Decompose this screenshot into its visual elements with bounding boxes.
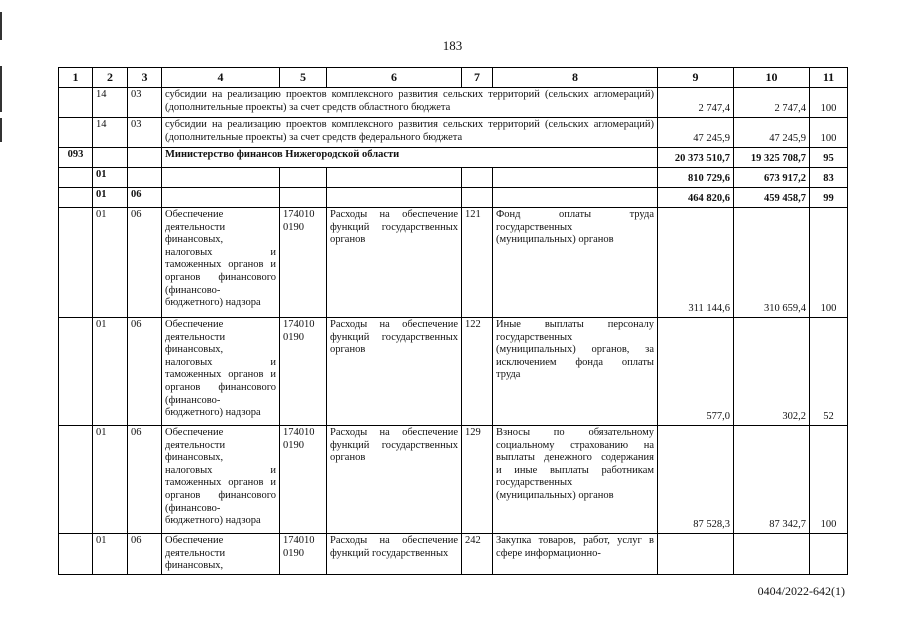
program-description-line: Обеспечение [165, 209, 224, 220]
column-header: 9 [658, 68, 734, 88]
cell-col1 [59, 318, 93, 426]
expense-row [59, 534, 848, 575]
expense-type-description-line: Закупка товаров, работ, услуг в [496, 535, 654, 546]
planned-amount: 464 820,6 [658, 188, 734, 208]
cell-col8 [493, 188, 658, 208]
cell-col5 [280, 168, 327, 188]
execution-percent: 99 [810, 188, 848, 208]
target-article-code-line: 0190 [283, 547, 304, 559]
expense-type-code: 122 [462, 318, 493, 426]
planned-amount: 20 373 510,7 [658, 148, 734, 168]
expense-description-line: Расходы на обеспечение [330, 535, 458, 546]
column-header: 2 [93, 68, 128, 88]
expense-description-line: органов [330, 452, 366, 464]
program-description-line: деятельности [165, 439, 226, 451]
expense-description [327, 534, 462, 575]
execution-percent: 100 [810, 426, 848, 534]
program-description [162, 534, 280, 575]
expense-description-line: органов [330, 234, 366, 246]
execution-percent: 100 [810, 208, 848, 318]
target-article-code-line: 0190 [283, 331, 304, 343]
executed-amount: 2 747,4 [734, 88, 810, 118]
program-description-line: органов финансового [165, 271, 276, 283]
program-description-line: таможенных органов и [165, 477, 276, 489]
expense-type-description-line: Иные выплаты персоналу [496, 319, 654, 330]
expense-type-description-line: (муниципальных) органов [496, 234, 614, 246]
target-article-code-line: 0190 [283, 221, 304, 233]
subsection-code: 06 [128, 318, 162, 426]
column-header: 3 [128, 68, 162, 88]
program-description-line: бюджетного) надзора [165, 515, 261, 527]
expense-type-description-line: выплаты денежного содержания [496, 452, 654, 464]
cell-col1 [59, 426, 93, 534]
expense-description [327, 426, 462, 534]
program-description-line: Обеспечение [165, 427, 224, 438]
subsection-row [59, 188, 848, 208]
section-code: 14 [93, 118, 128, 148]
program-description-line: деятельности [165, 547, 226, 559]
target-article-code [280, 534, 327, 575]
execution-percent: 100 [810, 88, 848, 118]
expense-type-description-line: государственных [496, 331, 573, 343]
expense-description [327, 208, 462, 318]
execution-percent: 100 [810, 118, 848, 148]
target-article-code-line: 174010 [283, 427, 315, 438]
cell-col4 [162, 168, 280, 188]
expense-type-description-line: (муниципальных) органов, за [496, 344, 654, 356]
cell-col7 [462, 188, 493, 208]
target-article-code-line: 174010 [283, 535, 315, 546]
expense-type-description-line: исключением фонда оплаты [496, 356, 654, 368]
expense-type-description-line: сфере информационно- [496, 547, 601, 559]
expense-type-description [493, 318, 658, 426]
executed-amount: 19 325 708,7 [734, 148, 810, 168]
ministry-code: 093 [59, 148, 93, 168]
program-description-line: таможенных органов и [165, 259, 276, 271]
column-header: 10 [734, 68, 810, 88]
expense-type-description [493, 534, 658, 575]
cell-col2 [93, 148, 128, 168]
subsection-code: 06 [128, 208, 162, 318]
cell-col5 [280, 188, 327, 208]
target-article-code-line: 174010 [283, 209, 315, 220]
scan-edge-mark [0, 66, 2, 112]
subsection-code: 03 [128, 118, 162, 148]
column-header: 7 [462, 68, 493, 88]
planned-amount: 2 747,4 [658, 88, 734, 118]
expense-description-line: функций государственных [330, 331, 458, 343]
cell-col1 [59, 534, 93, 575]
expense-type-description-line: государственных [496, 477, 573, 489]
target-article-code [280, 208, 327, 318]
subsection-code [128, 168, 162, 188]
expense-type-description-line: и иные выплаты работникам [496, 464, 654, 476]
cell-col1 [59, 168, 93, 188]
column-header: 8 [493, 68, 658, 88]
subsection-code: 06 [128, 426, 162, 534]
execution-percent: 83 [810, 168, 848, 188]
section-row [59, 168, 848, 188]
executed-amount: 459 458,7 [734, 188, 810, 208]
executed-amount [734, 534, 810, 575]
expense-description-line: функций государственных [330, 221, 458, 233]
planned-amount: 47 245,9 [658, 118, 734, 148]
program-description-line: финансовых, [165, 452, 224, 464]
expense-description-line: Расходы на обеспечение [330, 427, 458, 438]
program-description-line: (финансово- [165, 284, 221, 296]
target-article-code [280, 426, 327, 534]
execution-percent [810, 534, 848, 575]
program-description-line: бюджетного) надзора [165, 407, 261, 419]
expense-type-description [493, 426, 658, 534]
executed-amount: 673 917,2 [734, 168, 810, 188]
subsection-code: 06 [128, 534, 162, 575]
section-code: 01 [93, 188, 128, 208]
expense-type-description-line: Фонд оплаты труда [496, 209, 654, 220]
section-code: 01 [93, 318, 128, 426]
table-row [59, 118, 848, 148]
program-description-line: финансовых, [165, 234, 224, 246]
column-header: 4 [162, 68, 280, 88]
program-description-line: деятельности [165, 331, 226, 343]
budget-table [58, 67, 848, 575]
expense-description-line: Расходы на обеспечение [330, 319, 458, 330]
expense-type-description-line: социальному страхованию на [496, 439, 654, 451]
program-description-line: бюджетного) надзора [165, 297, 261, 309]
program-description-line: деятельности [165, 221, 226, 233]
expense-type-description-line: труда [496, 369, 521, 381]
program-description-line: Обеспечение [165, 535, 224, 546]
expense-type-description [493, 208, 658, 318]
cell-col1 [59, 188, 93, 208]
section-code: 14 [93, 88, 128, 118]
document-code: 0404/2022-642(1) [757, 584, 845, 598]
planned-amount: 577,0 [658, 318, 734, 426]
scan-edge-mark [0, 118, 2, 142]
cell-col4 [162, 188, 280, 208]
execution-percent: 95 [810, 148, 848, 168]
planned-amount: 87 528,3 [658, 426, 734, 534]
expense-row [59, 426, 848, 534]
cell-col1 [59, 118, 93, 148]
expense-row [59, 318, 848, 426]
execution-percent: 52 [810, 318, 848, 426]
expense-description-line: органов [330, 344, 366, 356]
expense-row [59, 208, 848, 318]
cell-col1 [59, 88, 93, 118]
expense-type-code: 121 [462, 208, 493, 318]
cell-col7 [462, 168, 493, 188]
expense-description-line: функций государственных [330, 439, 458, 451]
target-article-code [280, 318, 327, 426]
header-row [59, 68, 848, 88]
expense-type-description-line: государственных [496, 221, 573, 233]
program-description [162, 208, 280, 318]
expense-description [327, 318, 462, 426]
program-description-line: таможенных органов и [165, 369, 276, 381]
budget-table-body [59, 68, 848, 575]
planned-amount: 810 729,6 [658, 168, 734, 188]
ministry-name: Министерство финансов Нижегородской области [162, 148, 658, 168]
expense-type-code: 242 [462, 534, 493, 575]
target-article-code-line: 0190 [283, 439, 304, 451]
target-article-code-line: 174010 [283, 319, 315, 330]
table-row [59, 88, 848, 118]
expense-description-line: функций государственных [330, 547, 449, 559]
subsection-code: 03 [128, 88, 162, 118]
scan-edge-mark [0, 12, 2, 40]
planned-amount [658, 534, 734, 575]
program-description-line: Обеспечение [165, 319, 224, 330]
program-description [162, 318, 280, 426]
program-description-line: (финансово- [165, 502, 221, 514]
column-header: 6 [327, 68, 462, 88]
section-code: 01 [93, 426, 128, 534]
column-header: 1 [59, 68, 93, 88]
subsection-code: 06 [128, 188, 162, 208]
program-description-line: налоговых и [165, 464, 276, 476]
executed-amount: 47 245,9 [734, 118, 810, 148]
program-description-line: финансовых, [165, 560, 224, 572]
expense-type-description-line: (муниципальных) органов [496, 489, 614, 501]
program-description-line: финансовых, [165, 344, 224, 356]
program-description-line: (финансово- [165, 394, 221, 406]
executed-amount: 302,2 [734, 318, 810, 426]
section-code: 01 [93, 534, 128, 575]
expense-type-code: 129 [462, 426, 493, 534]
expense-type-description-line: Взносы по обязательному [496, 427, 654, 438]
program-description-line: органов финансового [165, 381, 276, 393]
expense-description-line: Расходы на обеспечение [330, 209, 458, 220]
program-description [162, 426, 280, 534]
cell-col6 [327, 188, 462, 208]
section-code: 01 [93, 208, 128, 318]
section-code: 01 [93, 168, 128, 188]
subsidy-description: субсидии на реализацию проектов комплексного развития сельских территорий (сельских агломераций) (дополнительные проекты) за счет средств областного бюджета [162, 88, 658, 118]
executed-amount: 310 659,4 [734, 208, 810, 318]
column-header: 5 [280, 68, 327, 88]
ministry-row [59, 148, 848, 168]
cell-col6 [327, 168, 462, 188]
page-number: 183 [442, 38, 463, 53]
program-description-line: налоговых и [165, 356, 276, 368]
program-description-line: налоговых и [165, 246, 276, 258]
subsidy-description: субсидии на реализацию проектов комплексного развития сельских территорий (сельских агломераций) (дополнительные проекты) за счет средств федерального бюджета [162, 118, 658, 148]
cell-col1 [59, 208, 93, 318]
column-header: 11 [810, 68, 848, 88]
planned-amount: 311 144,6 [658, 208, 734, 318]
cell-col3 [128, 148, 162, 168]
cell-col8 [493, 168, 658, 188]
executed-amount: 87 342,7 [734, 426, 810, 534]
program-description-line: органов финансового [165, 489, 276, 501]
